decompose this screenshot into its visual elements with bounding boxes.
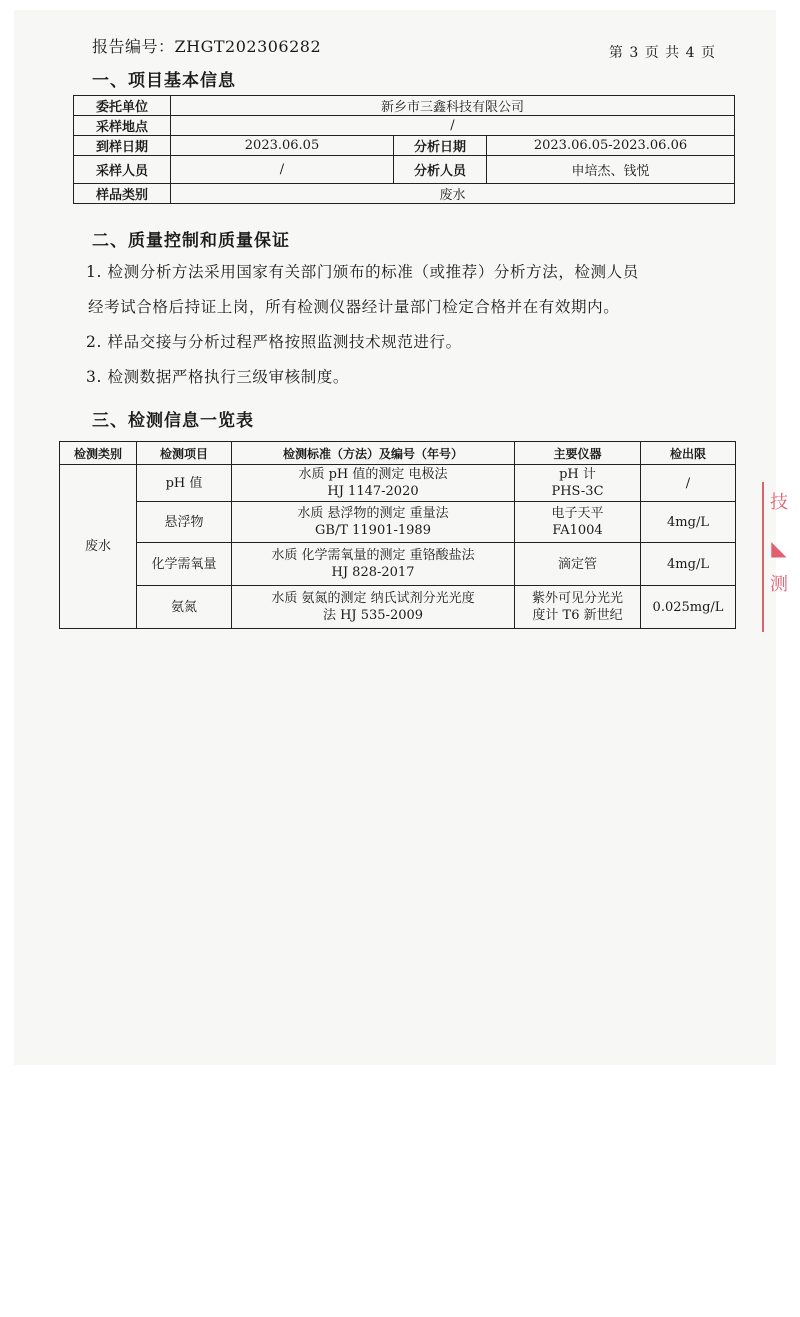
instrument-model: FA1004 [552,523,603,538]
analyst-value: 申培杰、钱悦 [487,156,735,184]
table-row [74,156,735,184]
instrument-model: 度计 T6 新世纪 [532,608,623,623]
sampler-label: 采样人员 [74,156,171,184]
col-header-instrument: 主要仪器 [515,442,641,465]
sample-type-value: 废水 [171,184,735,204]
instrument-line: pH 计 [559,467,596,482]
section3-title: 三、检测信息一览表 [92,411,254,431]
limit-cell: / [641,465,736,502]
arrival-date-value: 2023.06.05 [171,136,394,156]
instrument-cell [515,465,641,502]
item-cell: pH 值 [137,465,232,502]
col-header-limit: 检出限 [641,442,736,465]
instrument-cell [515,502,641,543]
sampler-value: / [171,156,394,184]
standard-code: HJ 1147-2020 [327,484,419,499]
col-header-item: 检测项目 [137,442,232,465]
table-row [60,502,736,543]
basic-info-table [73,95,735,204]
table-row [60,586,736,629]
analysis-date-label: 分析日期 [394,136,487,156]
analyst-label: 分析人员 [394,156,487,184]
instrument-cell [515,586,641,629]
standard-cell [232,543,515,586]
item-cell: 悬浮物 [137,502,232,543]
item-cell: 氨氮 [137,586,232,629]
table-row [74,96,735,116]
seal-char: 技 [770,492,788,513]
col-header-standard: 检测标准（方法）及编号（年号） [232,442,515,465]
sample-type-label: 样品类别 [74,184,171,204]
standard-line: 水质 化学需氧量的测定 重铬酸盐法 [271,548,475,563]
instrument-line: 电子天平 [551,506,604,521]
standard-line: 水质 pH 值的测定 电极法 [298,467,448,482]
sampling-location-label: 采样地点 [74,116,171,136]
client-label: 委托单位 [74,96,171,116]
seal-triangle-icon: ◣ [771,536,787,560]
paragraph-1-line-1: 1. 检测分析方法采用国家有关部门颁布的标准（或推荐）分析方法，检测人员 [86,263,639,281]
client-value: 新乡市三鑫科技有限公司 [171,96,735,116]
seal-char: 测 [770,574,788,595]
table-row [60,543,736,586]
limit-cell: 4mg/L [641,543,736,586]
table-header-row [60,442,736,465]
paragraph-2: 2. 样品交接与分析过程严格按照监测技术规范进行。 [86,333,462,351]
standard-code: HJ 828-2017 [331,565,415,580]
item-cell: 化学需氧量 [137,543,232,586]
standard-line: 水质 氨氮的测定 纳氏试剂分光光度 [271,591,475,606]
table-row [74,136,735,156]
standard-cell [232,502,515,543]
paragraph-3: 3. 检测数据严格执行三级审核制度。 [86,368,350,386]
standard-code: 法 HJ 535-2009 [322,608,424,623]
paragraph-1-line-2: 经考试合格后持证上岗，所有检测仪器经计量部门检定合格并在有效期内。 [88,298,620,316]
section2-title: 二、质量控制和质量保证 [92,231,290,251]
standard-line: 水质 悬浮物的测定 重量法 [297,506,449,521]
standard-cell [232,465,515,502]
table-row [74,116,735,136]
instrument-line: 紫外可见分光光 [531,591,623,606]
page-info: 第 3 页 共 4 页 [608,45,716,61]
limit-cell: 4mg/L [641,502,736,543]
sampling-location-value: / [171,116,735,136]
section1-title: 一、项目基本信息 [92,71,236,91]
standard-cell [232,586,515,629]
detection-info-table [59,441,736,629]
limit-cell: 0.025mg/L [641,586,736,629]
instrument-cell [515,543,641,586]
standard-code: GB/T 11901-1989 [315,523,431,538]
col-header-category: 检测类别 [60,442,137,465]
red-seal-fragment [762,482,794,632]
instrument-model: PHS-3C [551,484,604,499]
table-row [74,184,735,204]
instrument-line: 滴定管 [557,556,597,572]
report-number: 报告编号：ZHGT202306282 [92,37,322,56]
category-cell: 废水 [60,465,137,629]
arrival-date-label: 到样日期 [74,136,171,156]
analysis-date-value: 2023.06.05-2023.06.06 [487,136,735,156]
table-row [60,465,736,502]
